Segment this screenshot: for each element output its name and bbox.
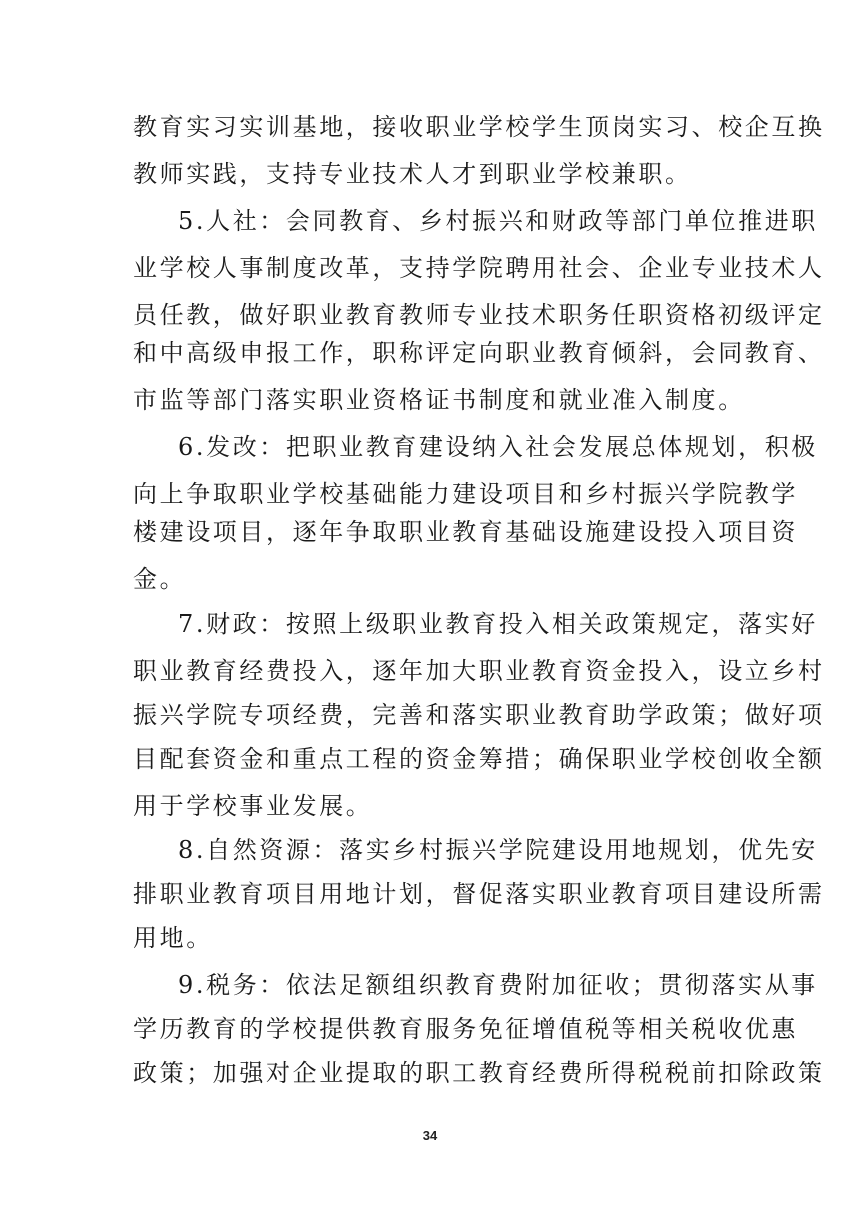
body-text-line: 9.税务：依法足额组织教育费附加征收；贯彻落实从事 [178,971,818,999]
body-text-line: 职业教育经费投入，逐年加大职业教育资金投入，设立乡村 [133,657,825,685]
body-text-line: 员任教，做好职业教育教师专业技术职务任职资格初级评定 [133,301,825,329]
body-text-line: 向上争取职业学校基础能力建设项目和乡村振兴学院教学 [133,480,798,508]
body-text-line: 学历教育的学校提供教育服务免征增值税等相关税收优惠 [133,1015,798,1043]
body-text-line: 金。 [133,565,187,593]
body-text-line: 7.财政：按照上级职业教育投入相关政策规定，落实好 [178,610,818,638]
body-text-line: 市监等部门落实职业资格证书制度和就业准入制度。 [133,386,745,414]
page-number: 34 [422,1128,438,1143]
body-text-line: 目配套资金和重点工程的资金筹措；确保职业学校创收全额 [133,745,825,773]
body-text-line: 教师实践，支持专业技术人才到职业学校兼职。 [133,160,692,188]
body-text-line: 和中高级申报工作，职称评定向职业教育倾斜，会同教育、 [133,339,825,367]
body-text-line: 6.发改：把职业教育建设纳入社会发展总体规划，积极 [178,433,818,461]
body-text-line: 排职业教育项目用地计划，督促落实职业教育项目建设所需 [133,880,825,908]
body-text-line: 用于学校事业发展。 [133,792,373,820]
body-text-line: 5.人社：会同教育、乡村振兴和财政等部门单位推进职 [178,207,818,235]
body-text-line: 用地。 [133,924,213,952]
body-text-line: 政策；加强对企业提取的职工教育经费所得税税前扣除政策 [133,1059,825,1087]
body-text-line: 8.自然资源：落实乡村振兴学院建设用地规划，优先安 [178,836,818,864]
body-text-line: 楼建设项目，逐年争取职业教育基础设施建设投入项目资 [133,518,798,546]
body-text-line: 业学校人事制度改革，支持学院聘用社会、企业专业技术人 [133,254,825,282]
body-text-line: 振兴学院专项经费，完善和落实职业教育助学政策；做好项 [133,701,825,729]
body-text-line: 教育实习实训基地，接收职业学校学生顶岗实习、校企互换 [133,113,825,141]
